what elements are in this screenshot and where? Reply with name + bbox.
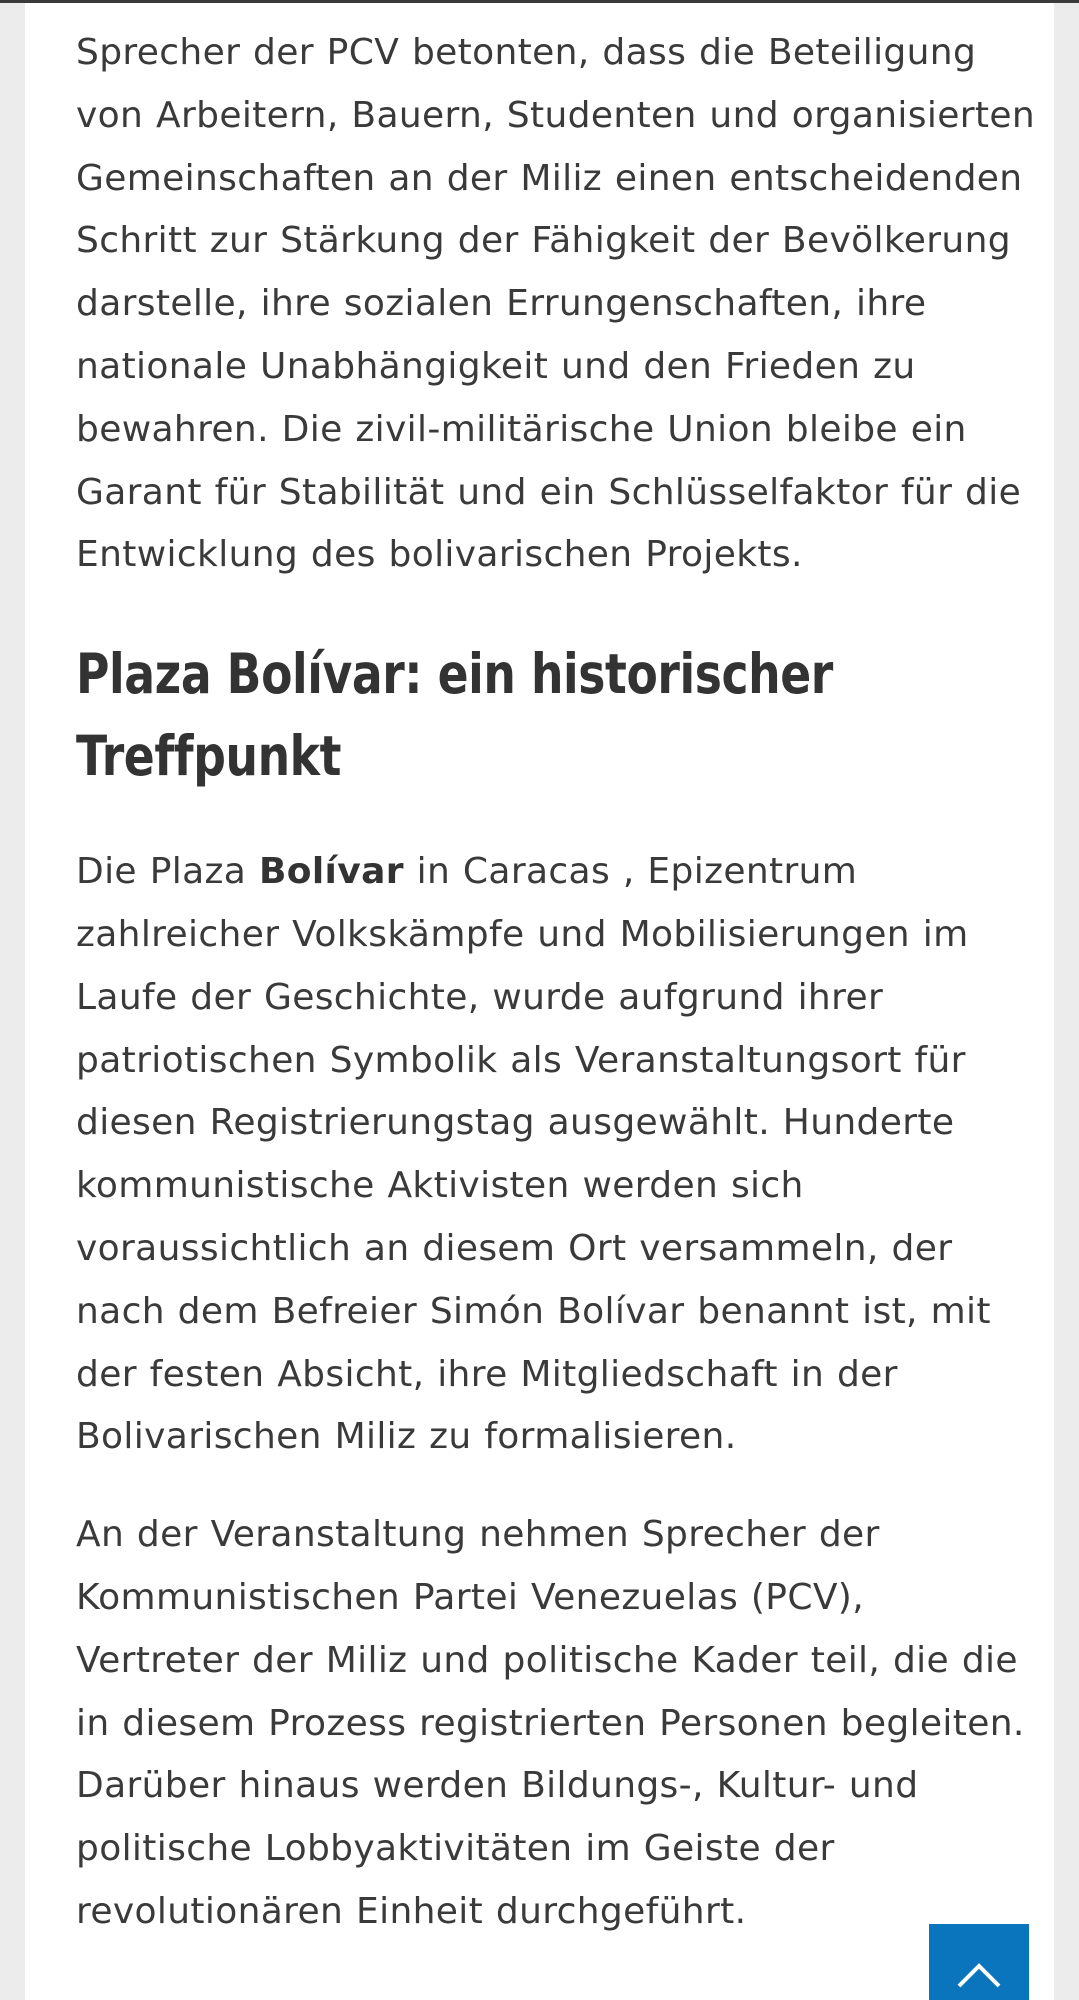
paragraph-text: Die Plaza [76,851,259,893]
article-content [76,22,1036,1944]
scroll-to-top-button[interactable] [929,1924,1029,2000]
article-paragraph: An der Veranstaltung nehmen Sprecher der Kommunistischen Partei Venezuelas (PCV), Vertreter der Miliz und politische Kader teil, die die in diesem Prozess registrierten Personen begleiten. Darüber hinaus werden Bildungs-, Kultur- und politische Lobbyaktivitäten im Geiste der revolutionären Einheit durchgeführt. [76,1514,1025,1932]
article-paragraph: Sprecher der PCV betonten, dass die Beteiligung von Arbeitern, Bauern, Studenten und organisierten Gemeinschaften an der Miliz einen entscheidenden Schritt zur Stärkung der Fähigkeit der Bevölkerung darstelle, ihre sozialen Errungenschaften, ihre nationale Unabhängigkeit und den Frieden zu bewahren. Die zivil-militärische Union bleibe ein Garant für Stabilität und ein Schlüsselfaktor für die Entwicklung des bolivarischen Projekts. [76,32,1036,576]
bold-text: Bolívar [259,851,404,893]
paragraph-text: in Caracas , Epizentrum zahlreicher Volkskämpfe und Mobilisierungen im Laufe der Geschichte, wurde aufgrund ihrer patriotischen Symbolik als Veranstaltungsort für diesen Registrierungstag ausgewählt. Hunderte kommunistische Aktivisten werden sich voraussichtlich an diesem Ort versammeln, der nach dem Befreier Simón Bolívar benannt ist, mit der festen Absicht, ihre Mitgliedschaft in der Bolivarischen Miliz zu formalisieren. [76,851,991,1458]
article-container [25,3,1054,2000]
section-heading: Plaza Bolívar: ein historischer Treffpunkt [76,642,833,789]
article-paragraph [76,841,1036,1469]
chevron-up-icon [957,1962,1001,1988]
